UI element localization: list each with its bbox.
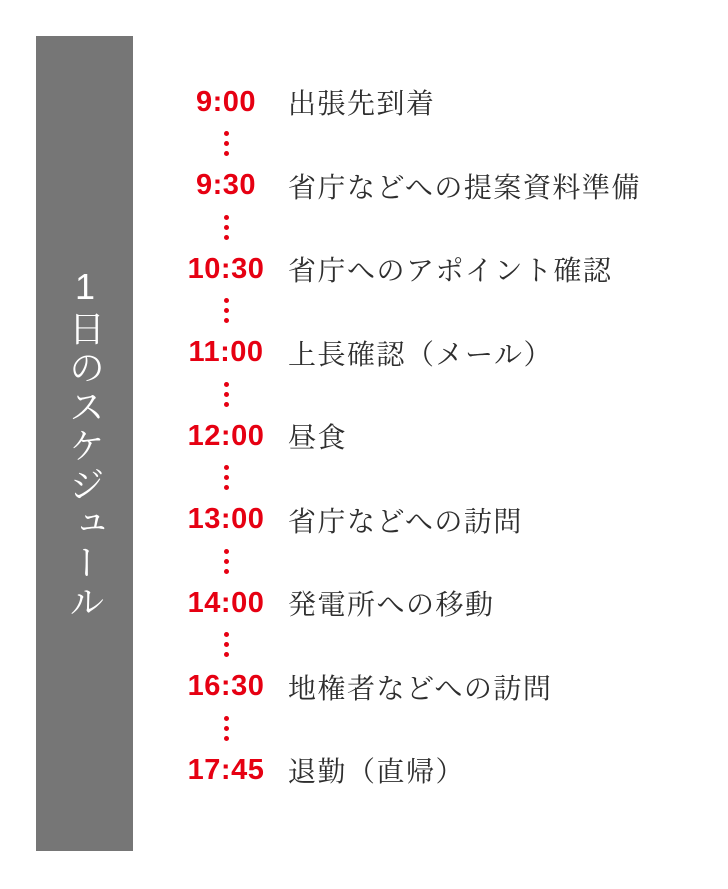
connector-dot xyxy=(224,298,229,303)
dotted-connector xyxy=(178,126,274,162)
schedule-time: 12:00 xyxy=(187,419,265,452)
schedule-row xyxy=(178,746,641,794)
connector-dot xyxy=(224,559,229,564)
connector-dot xyxy=(224,475,229,480)
schedule-time: 10:30 xyxy=(187,252,265,285)
schedule-row xyxy=(178,245,641,293)
schedule-label: 上長確認（メール） xyxy=(288,338,553,370)
schedule-row xyxy=(178,162,641,210)
schedule-time: 13:00 xyxy=(187,503,265,535)
connector-dot xyxy=(224,642,229,647)
connector-dot xyxy=(224,726,229,731)
connector-dot xyxy=(224,549,229,554)
schedule-label: 省庁へのアポイント確認 xyxy=(288,255,613,286)
connector-dot xyxy=(224,318,229,323)
schedule-label: 発電所への移動 xyxy=(288,589,495,620)
page-title xyxy=(64,265,106,622)
schedule-time: 14:00 xyxy=(187,586,265,619)
connector-dot xyxy=(224,215,229,220)
schedule-label: 地権者などへの訪問 xyxy=(288,672,553,704)
schedule-row xyxy=(178,78,641,126)
page-title-digit: 1 xyxy=(64,265,106,310)
connector-dot xyxy=(224,382,229,387)
dotted-connector xyxy=(178,544,274,580)
schedule-time: 11:00 xyxy=(188,336,264,368)
connector-dot xyxy=(224,652,229,657)
schedule-time: 9:30 xyxy=(195,169,257,201)
dotted-connector xyxy=(178,293,274,329)
connector-dot xyxy=(224,131,229,136)
schedule-row xyxy=(178,663,641,711)
connector-dot xyxy=(224,569,229,574)
schedule-label: 省庁などへの訪問 xyxy=(288,505,523,537)
schedule-row xyxy=(178,412,641,460)
schedule-label: 昼食 xyxy=(288,422,348,453)
connector-dot xyxy=(224,235,229,240)
dotted-connector xyxy=(178,711,274,747)
connector-dot xyxy=(224,632,229,637)
connector-dot xyxy=(224,141,229,146)
schedule-row xyxy=(178,496,641,544)
connector-dot xyxy=(224,225,229,230)
schedule-time: 9:00 xyxy=(195,85,257,118)
dotted-connector xyxy=(178,210,274,246)
schedule-label: 出張先到着 xyxy=(288,88,436,119)
connector-dot xyxy=(224,151,229,156)
connector-dot xyxy=(224,465,229,470)
schedule-list xyxy=(178,78,641,794)
schedule-title-bar xyxy=(36,36,133,851)
connector-dot xyxy=(224,308,229,313)
schedule-row xyxy=(178,329,641,377)
schedule-time: 17:45 xyxy=(187,753,265,786)
dotted-connector xyxy=(178,377,274,413)
schedule-label: 退勤（直帰） xyxy=(288,756,466,787)
schedule-row xyxy=(178,579,641,627)
connector-dot xyxy=(224,392,229,397)
page-title-text: 日のスケジュール xyxy=(64,309,106,622)
connector-dot xyxy=(224,402,229,407)
connector-dot xyxy=(224,716,229,721)
dotted-connector xyxy=(178,460,274,496)
dotted-connector xyxy=(178,627,274,663)
schedule-label: 省庁などへの提案資料準備 xyxy=(288,171,641,203)
schedule-time: 16:30 xyxy=(187,670,265,702)
connector-dot xyxy=(224,485,229,490)
connector-dot xyxy=(224,736,229,741)
